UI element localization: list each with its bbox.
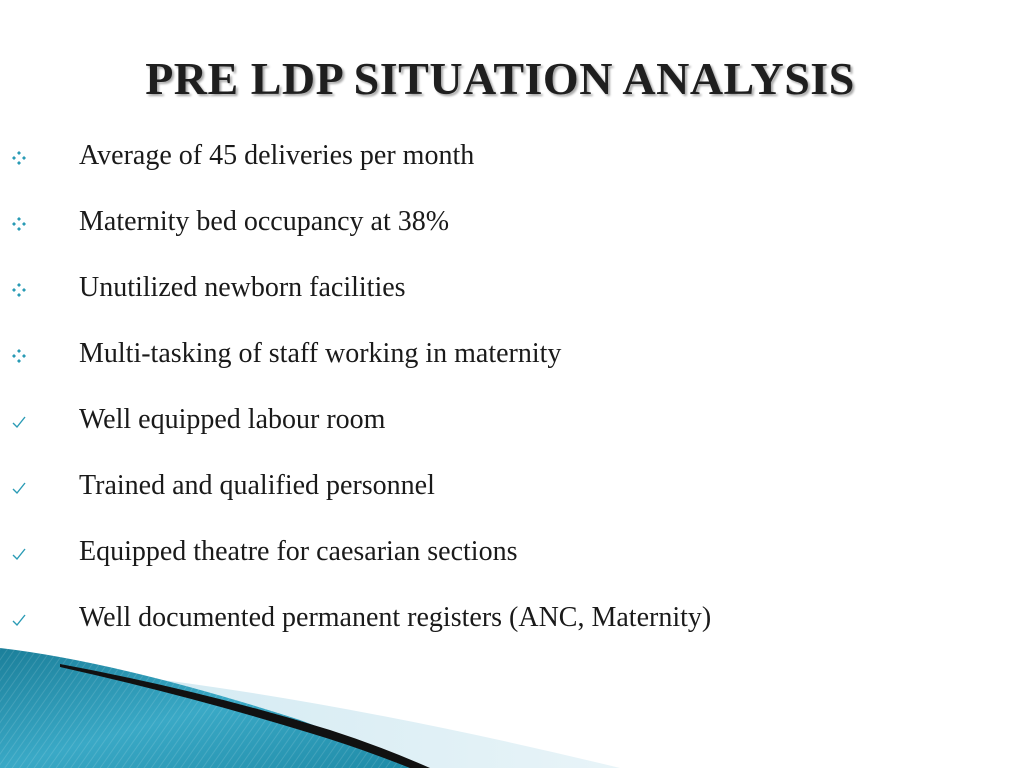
list-item xyxy=(0,466,1000,532)
slide-title: PRE LDP SITUATION ANALYSIS xyxy=(145,53,855,104)
diamond-icon xyxy=(11,348,27,364)
bullet-text: Well documented permanent registers (ANC, Maternity) xyxy=(79,602,712,633)
list-item xyxy=(0,400,1000,466)
bullet-text: Equipped theatre for caesarian sections xyxy=(79,536,518,567)
list-item xyxy=(0,202,1000,268)
bullet-list xyxy=(0,136,1000,664)
checkmark-icon xyxy=(11,612,27,628)
bullet-text: Well equipped labour room xyxy=(79,404,386,435)
bullet-text: Trained and qualified personnel xyxy=(79,470,435,501)
bullet-text: Multi-tasking of staff working in maternity xyxy=(79,338,562,369)
list-item xyxy=(0,136,1000,202)
list-item xyxy=(0,334,1000,400)
list-item xyxy=(0,598,1000,664)
diamond-icon xyxy=(11,282,27,298)
checkmark-icon xyxy=(11,546,27,562)
checkmark-icon xyxy=(11,480,27,496)
diamond-icon xyxy=(11,216,27,232)
checkmark-icon xyxy=(11,414,27,430)
bullet-text: Average of 45 deliveries per month xyxy=(79,140,475,171)
bullet-text: Unutilized newborn facilities xyxy=(79,272,406,303)
list-item xyxy=(0,268,1000,334)
diamond-icon xyxy=(11,150,27,166)
list-item xyxy=(0,532,1000,598)
bullet-text: Maternity bed occupancy at 38% xyxy=(79,206,450,237)
